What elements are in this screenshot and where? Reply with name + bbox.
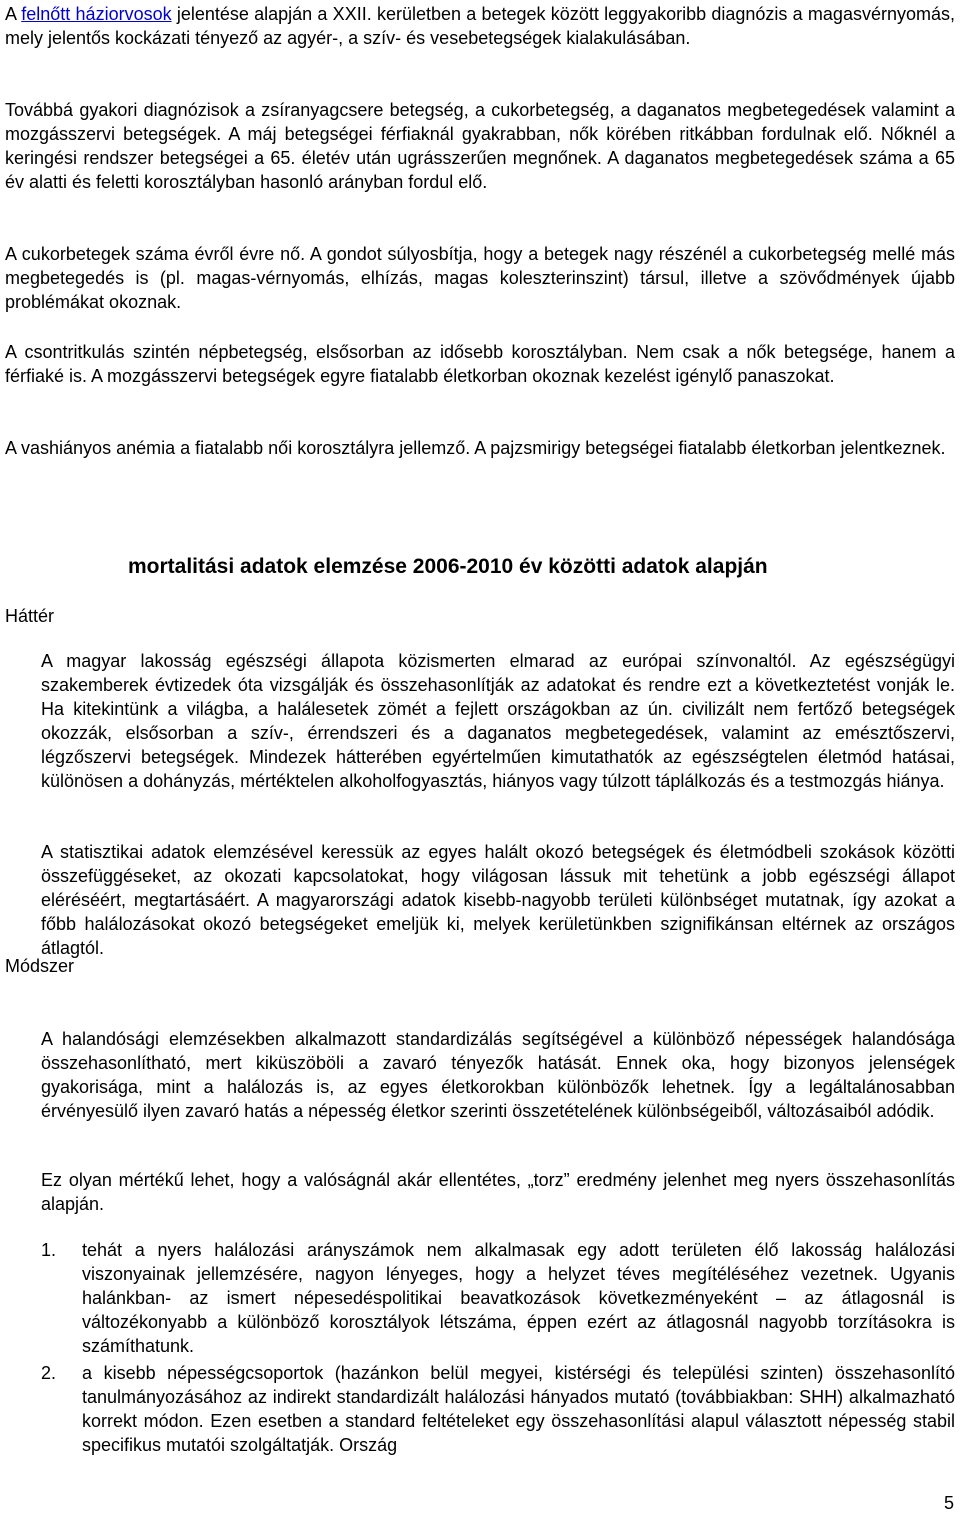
- paragraph-osteoporosis: A csontritkulás szintén népbetegség, elsősorban az idősebb korosztályban. Nem csak a nők betegsége, hanem a férfiaké is. A mozgásszervi betegségek egyre fiatalabb életkorban okoznak kezelést igénylő panaszokat.: [5, 342, 955, 386]
- list-number: 1.: [41, 1240, 57, 1260]
- label-modszer: Módszer: [5, 956, 75, 976]
- page-number: 5: [943, 1493, 954, 1513]
- list-number: 2.: [41, 1363, 57, 1383]
- paragraph-anemia: A vashiányos anémia a fiatalabb női korosztályra jellemző. A pajzsmirigy betegségei fiatalabb életkorban jelentkeznek.: [5, 438, 946, 458]
- paragraph-statistics: A statisztikai adatok elemzésével keressük az egyes halált okozó betegségek és életmódbeli szokások közötti összefüggéseket, az okozati kapcsolatokat, hogy világosan lássuk mit tehetünk a jobb egészségi állapot eléréséért, megtartásáért. A magyarországi adatok kisebb-nagyobb területi különbséget mutatnak, így azokat a főbb halálozásokat okozó betegségeket emeljük ki, melyek kerületünkben szignifikánsan eltérnek az országos átlagtól.: [41, 842, 955, 958]
- label-hatter: Háttér: [5, 606, 55, 626]
- intro-paragraph: [5, 2, 955, 50]
- list-item: [41, 1238, 955, 1358]
- intro-rest: jelentése alapján a XXII. kerületben a betegek között leggyakoribb diagnózis a magasvérnyomás, mely jelentős kockázati tényező az agyér-, a szív- és vesebetegségek kialakulásában.: [5, 4, 955, 48]
- paragraph-background: A magyar lakosság egészségi állapota közismerten elmarad az európai színvonaltól. Az egészségügyi szakemberek évtizedek óta vizsgálják és összehasonlítják az adatokat és rendre ezt a következtetést vonják le. Ha kitekintünk a világba, a halálesetek zömét a fejlett országokban az ún. civilizált nem fertőző betegségek okozzák, elsősorban a szív-, érrendszeri és a daganatos megbetegedések, valamint az emésztőszervi, légzőszervi betegségek. Mindezek hátterében egyértelműen kimutathatók az egészségtelen életmód hatásai, különösen a dohányzás, mértéktelen alkoholfogyasztás, hiányos vagy túlzott táplálkozás és a testmozgás hiánya.: [41, 651, 955, 791]
- paragraph-diagnoses: Továbbá gyakori diagnózisok a zsíranyagcsere betegség, a cukorbetegség, a daganatos megbetegedések valamint a mozgásszervi betegségek. A máj betegségei férfiaknál gyakrabban, nők körében ritkábban fordulnak elő. Nőknél a keringési rendszer betegségei a 65. életév után ugrásszerűen megnőnek. A daganatos megbetegedések száma a 65 év alatti és feletti korosztályban hasonló arányban fordul elő.: [5, 100, 955, 192]
- paragraph-distortion: Ez olyan mértékű lehet, hogy a valóságnál akár ellentétes, „torz” eredmény jelenhet meg nyers összehasonlítás alapján.: [41, 1170, 955, 1214]
- physicians-link[interactable]: felnőtt háziorvosok: [21, 4, 172, 24]
- list-item: [41, 1361, 955, 1457]
- section-title: mortalitási adatok elemzése 2006-2010 év közötti adatok alapján: [128, 555, 768, 578]
- list-text: a kisebb népességcsoportok (hazánkon belül megyei, kistérségi és települési szinten) összehasonlító tanulmányozásához az indirekt standardizált halálozási hányados mutató (továbbiakban: SHH) alkalmazható korrekt módon. Ezen esetben a standard feltételeket egy összehasonlítási alapul választott népesség stabil specifikus mutatói szolgáltatják. Ország: [82, 1363, 955, 1455]
- list-text: tehát a nyers halálozási arányszámok nem alkalmasak egy adott területen élő lakosság halálozási viszonyainak jellemzésére, nagyon lényeges, hogy a helyzet téves megítéléséhez vezetnek. Ugyanis halánkban- az ismert népesedéspolitikai beavatkozások következményeként – az átlagosnál is változékonyabb a különböző korosztályok létszáma, éppen ezért az átlagosnál nagyobb torzításokra is számíthatunk.: [82, 1240, 955, 1356]
- paragraph-diabetes: A cukorbetegek száma évről évre nő. A gondot súlyosbítja, hogy a betegek nagy részénél a cukorbetegség mellé más megbetegedés is (pl. magas-vérnyomás, elhízás, magas koleszterinszint) társul, illetve a szövődmények újabb problémákat okoznak.: [5, 244, 955, 312]
- paragraph-standardization: A halandósági elemzésekben alkalmazott standardizálás segítségével a különböző népességek halandósága összehasonlítható, mert kiküszöböli a zavaró tényezők hatását. Ennek oka, hogy bizonyos jelenségek gyakorisága, mint a halálozás is, az egyes életkorokban különbözők lehetnek. Így a legáltalánosabban érvényesülő ilyen zavaró hatás a népesség életkor szerinti összetételének különbségeiből, változásaiból adódik.: [41, 1029, 955, 1121]
- intro-prefix: A: [5, 4, 22, 24]
